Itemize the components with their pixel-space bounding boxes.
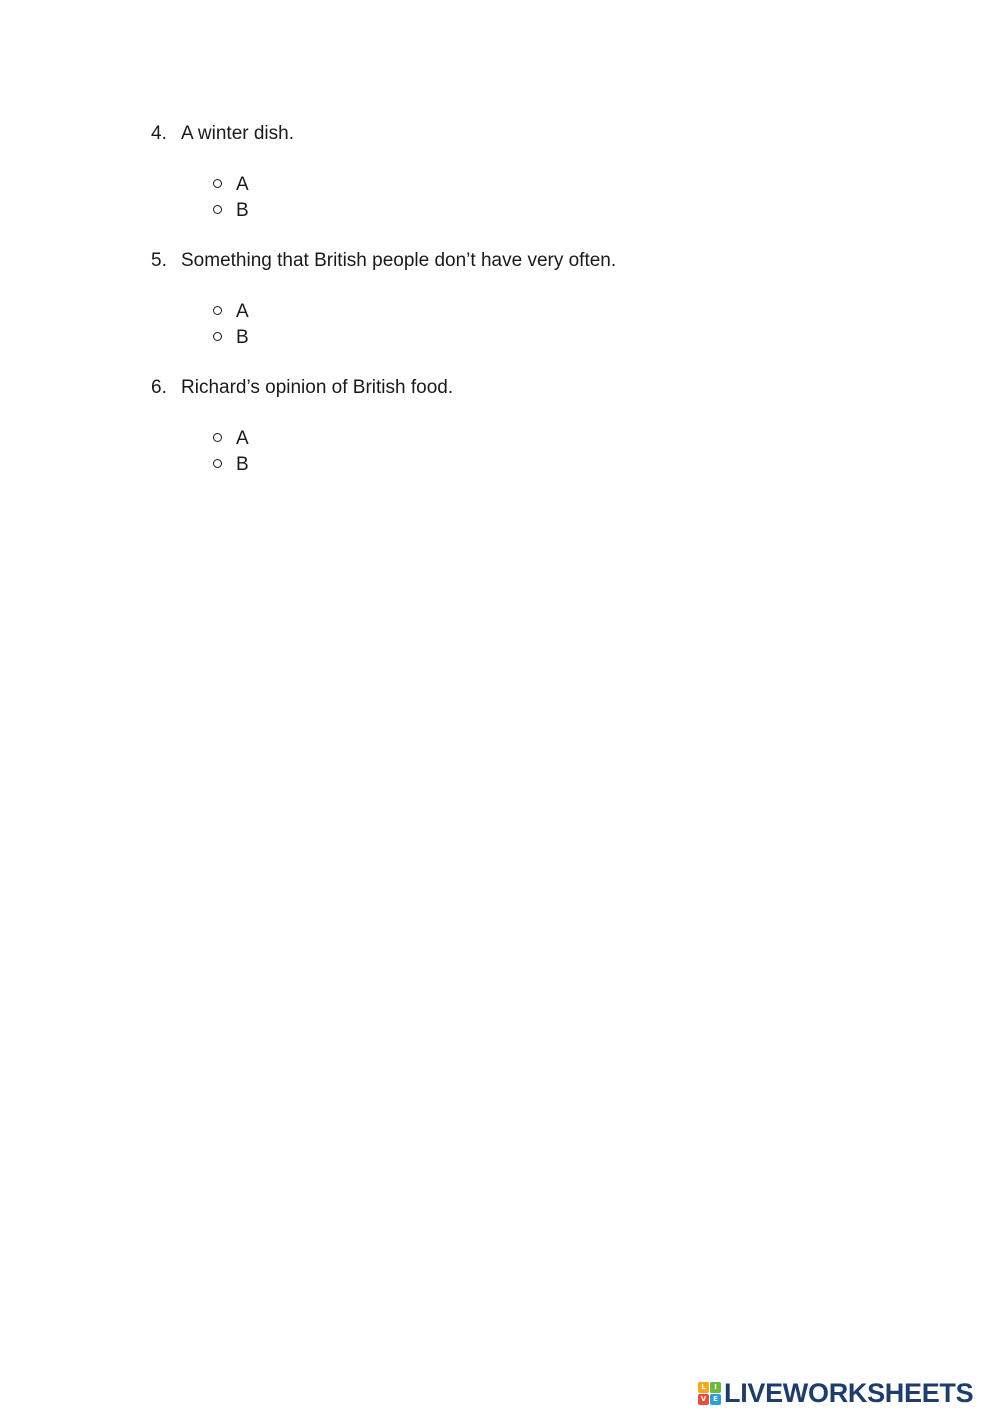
logo-tile-v: V	[698, 1394, 709, 1405]
radio-bullet-icon[interactable]	[210, 456, 224, 470]
question-4-option-a[interactable]	[210, 173, 249, 197]
logo-tile-i: I	[710, 1382, 721, 1393]
question-number: 5.	[151, 250, 167, 271]
question-4-option-b[interactable]	[210, 199, 249, 223]
question-text: Something that British people don’t have very often.	[181, 250, 617, 271]
radio-bullet-icon[interactable]	[210, 430, 224, 444]
question-5-option-a[interactable]	[210, 300, 249, 324]
option-label: A	[236, 174, 249, 195]
radio-bullet-icon[interactable]	[210, 176, 224, 190]
option-label: B	[236, 327, 249, 348]
radio-bullet-icon[interactable]	[210, 303, 224, 317]
question-text: A winter dish.	[181, 123, 294, 144]
question-text: Richard’s opinion of British food.	[181, 377, 454, 398]
option-label: A	[236, 301, 249, 322]
question-number: 4.	[151, 123, 167, 144]
liveworksheets-brand	[698, 1377, 973, 1409]
logo-tile-e: E	[710, 1394, 721, 1405]
option-label: A	[236, 428, 249, 449]
question-5-option-b[interactable]	[210, 326, 249, 350]
question-number: 6.	[151, 377, 167, 398]
question-6-option-a[interactable]	[210, 427, 249, 451]
brand-name: LIVEWORKSHEETS	[724, 1378, 974, 1408]
logo-tile-l: L	[698, 1382, 709, 1393]
question-5	[151, 249, 616, 273]
liveworksheets-logo-icon	[698, 1382, 721, 1405]
radio-bullet-icon[interactable]	[210, 329, 224, 343]
question-6-option-b[interactable]	[210, 453, 249, 477]
option-label: B	[236, 200, 249, 221]
question-6	[151, 376, 453, 400]
question-4	[151, 122, 294, 146]
radio-bullet-icon[interactable]	[210, 202, 224, 216]
option-label: B	[236, 454, 249, 475]
